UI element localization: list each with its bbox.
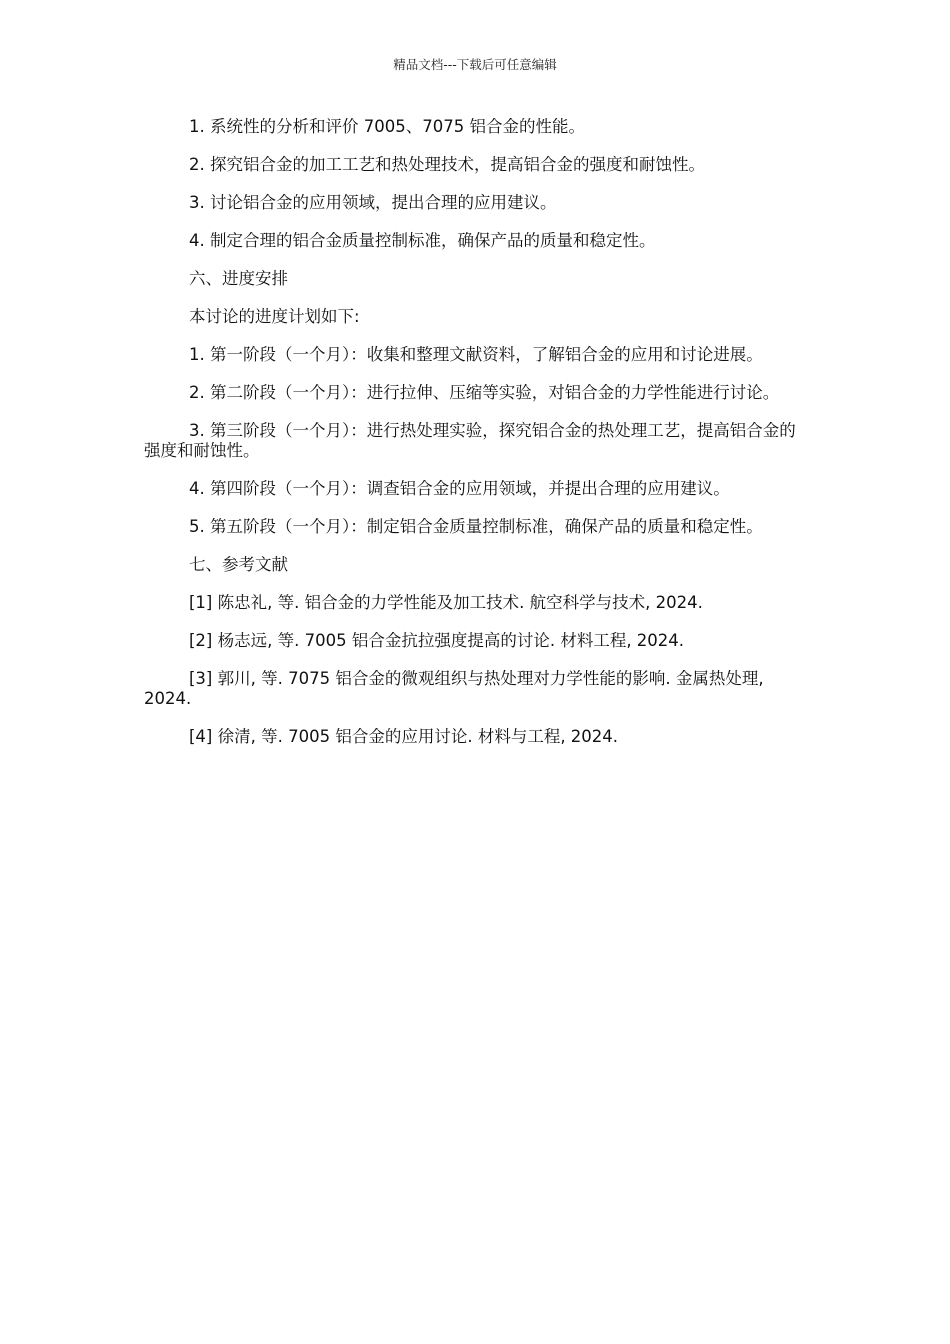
reference-item-1: [1] 陈忠礼, 等. 铝合金的力学性能及加工技术. 航空科学与技术, 2024. [189, 593, 703, 612]
page-header: 精品文档---下载后可任意编辑 [393, 57, 557, 72]
section-heading-schedule: 六、进度安排 [189, 269, 288, 288]
document-body [144, 117, 804, 765]
reference-item-4: [4] 徐清, 等. 7005 铝合金的应用讨论. 材料与工程, 2024. [189, 727, 619, 746]
schedule-intro: 本讨论的进度计划如下: [189, 307, 360, 326]
schedule-item-3: 3. 第三阶段（一个月）：进行热处理实验，探究铝合金的热处理工艺，提高铝合金的强度和耐蚀性。 [144, 421, 796, 460]
section-heading-references: 七、参考文献 [189, 555, 288, 574]
schedule-item-2: 2. 第二阶段（一个月）：进行拉伸、压缩等实验，对铝合金的力学性能进行讨论。 [189, 383, 780, 402]
reference-item-2: [2] 杨志远, 等. 7005 铝合金抗拉强度提高的讨论. 材料工程, 2024. [189, 631, 685, 650]
schedule-item-4: 4. 第四阶段（一个月）：调查铝合金的应用领域，并提出合理的应用建议。 [189, 479, 730, 498]
goal-item-1: 1. 系统性的分析和评价 7005、7075 铝合金的性能。 [189, 117, 585, 136]
goal-item-4: 4. 制定合理的铝合金质量控制标准，确保产品的质量和稳定性。 [189, 231, 656, 250]
schedule-item-1: 1. 第一阶段（一个月）：收集和整理文献资料，了解铝合金的应用和讨论进展。 [189, 345, 763, 364]
goal-item-2: 2. 探究铝合金的加工工艺和热处理技术，提高铝合金的强度和耐蚀性。 [189, 155, 705, 174]
reference-item-3: [3] 郭川, 等. 7075 铝合金的微观组织与热处理对力学性能的影响. 金属热处理, 2024. [144, 669, 764, 708]
schedule-item-5: 5. 第五阶段（一个月）：制定铝合金质量控制标准，确保产品的质量和稳定性。 [189, 517, 763, 536]
goal-item-3: 3. 讨论铝合金的应用领域，提出合理的应用建议。 [189, 193, 557, 212]
